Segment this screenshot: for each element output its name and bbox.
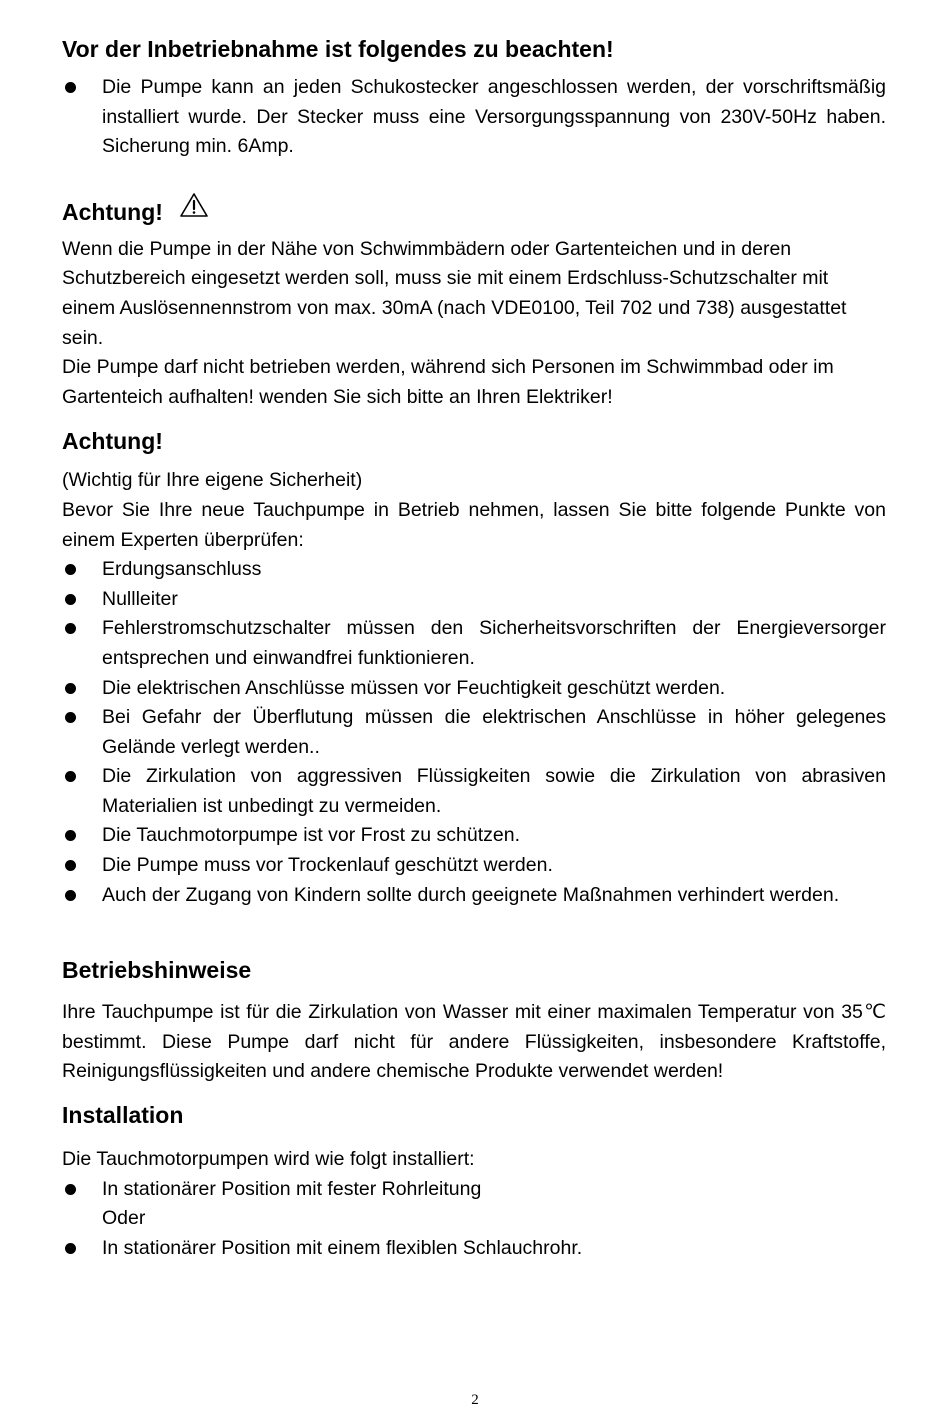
achtung-paragraph: Die Pumpe darf nicht betrieben werden, während sich Personen im Schwimmbad oder im Gartenteich aufhalten! wenden Sie sich bitte an Ihren Elektriker! bbox=[62, 356, 834, 408]
document-page bbox=[62, 30, 886, 1263]
warning-triangle-icon bbox=[179, 192, 209, 223]
list-item bbox=[62, 851, 886, 881]
list-item-text: Bei Gefahr der Überflutung müssen die elektrischen Anschlüsse in höher gelegenes Gelände verlegt werden.. bbox=[102, 706, 886, 758]
list-item bbox=[62, 762, 886, 821]
safety-intro: Bevor Sie Ihre neue Tauchpumpe in Betrieb nehmen, lassen Sie bitte folgende Punkte von einem Experten überprüfen: bbox=[62, 498, 886, 551]
bullet-icon bbox=[65, 771, 76, 782]
list-item-text: Auch der Zugang von Kindern sollte durch geeignete Maßnahmen verhindert werden. bbox=[102, 883, 840, 906]
bullet-icon bbox=[65, 623, 76, 634]
installation-heading: Installation bbox=[62, 1102, 184, 1129]
bullet-icon bbox=[65, 890, 76, 901]
bullet-icon bbox=[65, 1184, 76, 1195]
list-item-text: Fehlerstromschutzschalter müssen den Sicherheitsvorschriften der Energieversorger entsprechen und einwandfrei funktionieren. bbox=[102, 617, 886, 669]
page-number: 2 bbox=[471, 1392, 479, 1408]
betrieb-paragraph: Ihre Tauchpumpe ist für die Zirkulation von Wasser mit einer maximalen Temperatur von 35℃ bestimmt. Diese Pumpe darf nicht für andere Flüssigkeiten, insbesondere Kraftstoffe, Reinigungsflüssigkeiten und andere chemische Produkte verwendet werden! bbox=[62, 1001, 886, 1083]
list-item bbox=[62, 881, 886, 911]
bullet-icon bbox=[65, 1243, 76, 1254]
list-item bbox=[62, 821, 886, 851]
intro-list bbox=[62, 73, 886, 162]
bullet-icon bbox=[65, 712, 76, 723]
list-item-text: Die Pumpe kann an jeden Schukostecker angeschlossen werden, der vorschriftsmäßig installiert wurde. Der Stecker muss eine Versorgungsspannung von 230V-50Hz haben. Sicherung min. 6Amp. bbox=[102, 76, 886, 158]
list-item-or: Oder bbox=[102, 1207, 146, 1230]
bullet-icon bbox=[65, 830, 76, 841]
list-item bbox=[62, 73, 886, 162]
main-heading: Vor der Inbetriebnahme ist folgendes zu beachten! bbox=[62, 36, 614, 62]
list-item bbox=[62, 614, 886, 673]
list-item bbox=[62, 555, 886, 585]
list-item-text: Die Tauchmotorpumpe ist vor Frost zu schützen. bbox=[102, 824, 520, 847]
list-item bbox=[62, 1175, 886, 1234]
list-item-text: Nullleiter bbox=[102, 587, 178, 610]
list-item bbox=[62, 674, 886, 704]
achtung-heading: Achtung! bbox=[62, 198, 163, 225]
list-item bbox=[62, 585, 886, 615]
bullet-icon bbox=[65, 564, 76, 575]
achtung-heading-2: Achtung! bbox=[62, 428, 163, 455]
safety-note: (Wichtig für Ihre eigene Sicherheit) bbox=[62, 469, 363, 492]
list-item-text: In stationärer Position mit einem flexiblen Schlauchrohr. bbox=[102, 1236, 583, 1259]
list-item-text: In stationärer Position mit fester Rohrleitung bbox=[102, 1177, 482, 1200]
bullet-icon bbox=[65, 860, 76, 871]
achtung-paragraph: Wenn die Pumpe in der Nähe von Schwimmbädern oder Gartenteichen und in deren Schutzbereich eingesetzt werden soll, muss sie mit einem Erdschluss-Schutzschalter mit einem Auslösennennstrom von max. 30mA (nach VDE0100, Teil 702 und 738) ausgestattet sein. bbox=[62, 237, 847, 349]
bullet-icon bbox=[65, 683, 76, 694]
installation-list bbox=[62, 1175, 886, 1264]
safety-checklist bbox=[62, 555, 886, 910]
bullet-icon bbox=[65, 82, 76, 93]
betrieb-heading: Betriebshinweise bbox=[62, 957, 252, 984]
list-item bbox=[62, 703, 886, 762]
list-item-text: Die Zirkulation von aggressiven Flüssigkeiten sowie die Zirkulation von abrasiven Materialien ist unbedingt zu vermeiden. bbox=[102, 765, 886, 817]
list-item-text: Die Pumpe muss vor Trockenlauf geschützt werden. bbox=[102, 854, 553, 877]
list-item-text: Die elektrischen Anschlüsse müssen vor Feuchtigkeit geschützt werden. bbox=[102, 676, 726, 699]
achtung-heading-row bbox=[62, 192, 886, 229]
installation-intro: Die Tauchmotorpumpen wird wie folgt installiert: bbox=[62, 1148, 475, 1171]
list-item-text: Erdungsanschluss bbox=[102, 558, 262, 581]
list-item bbox=[62, 1234, 886, 1264]
bullet-icon bbox=[65, 594, 76, 605]
